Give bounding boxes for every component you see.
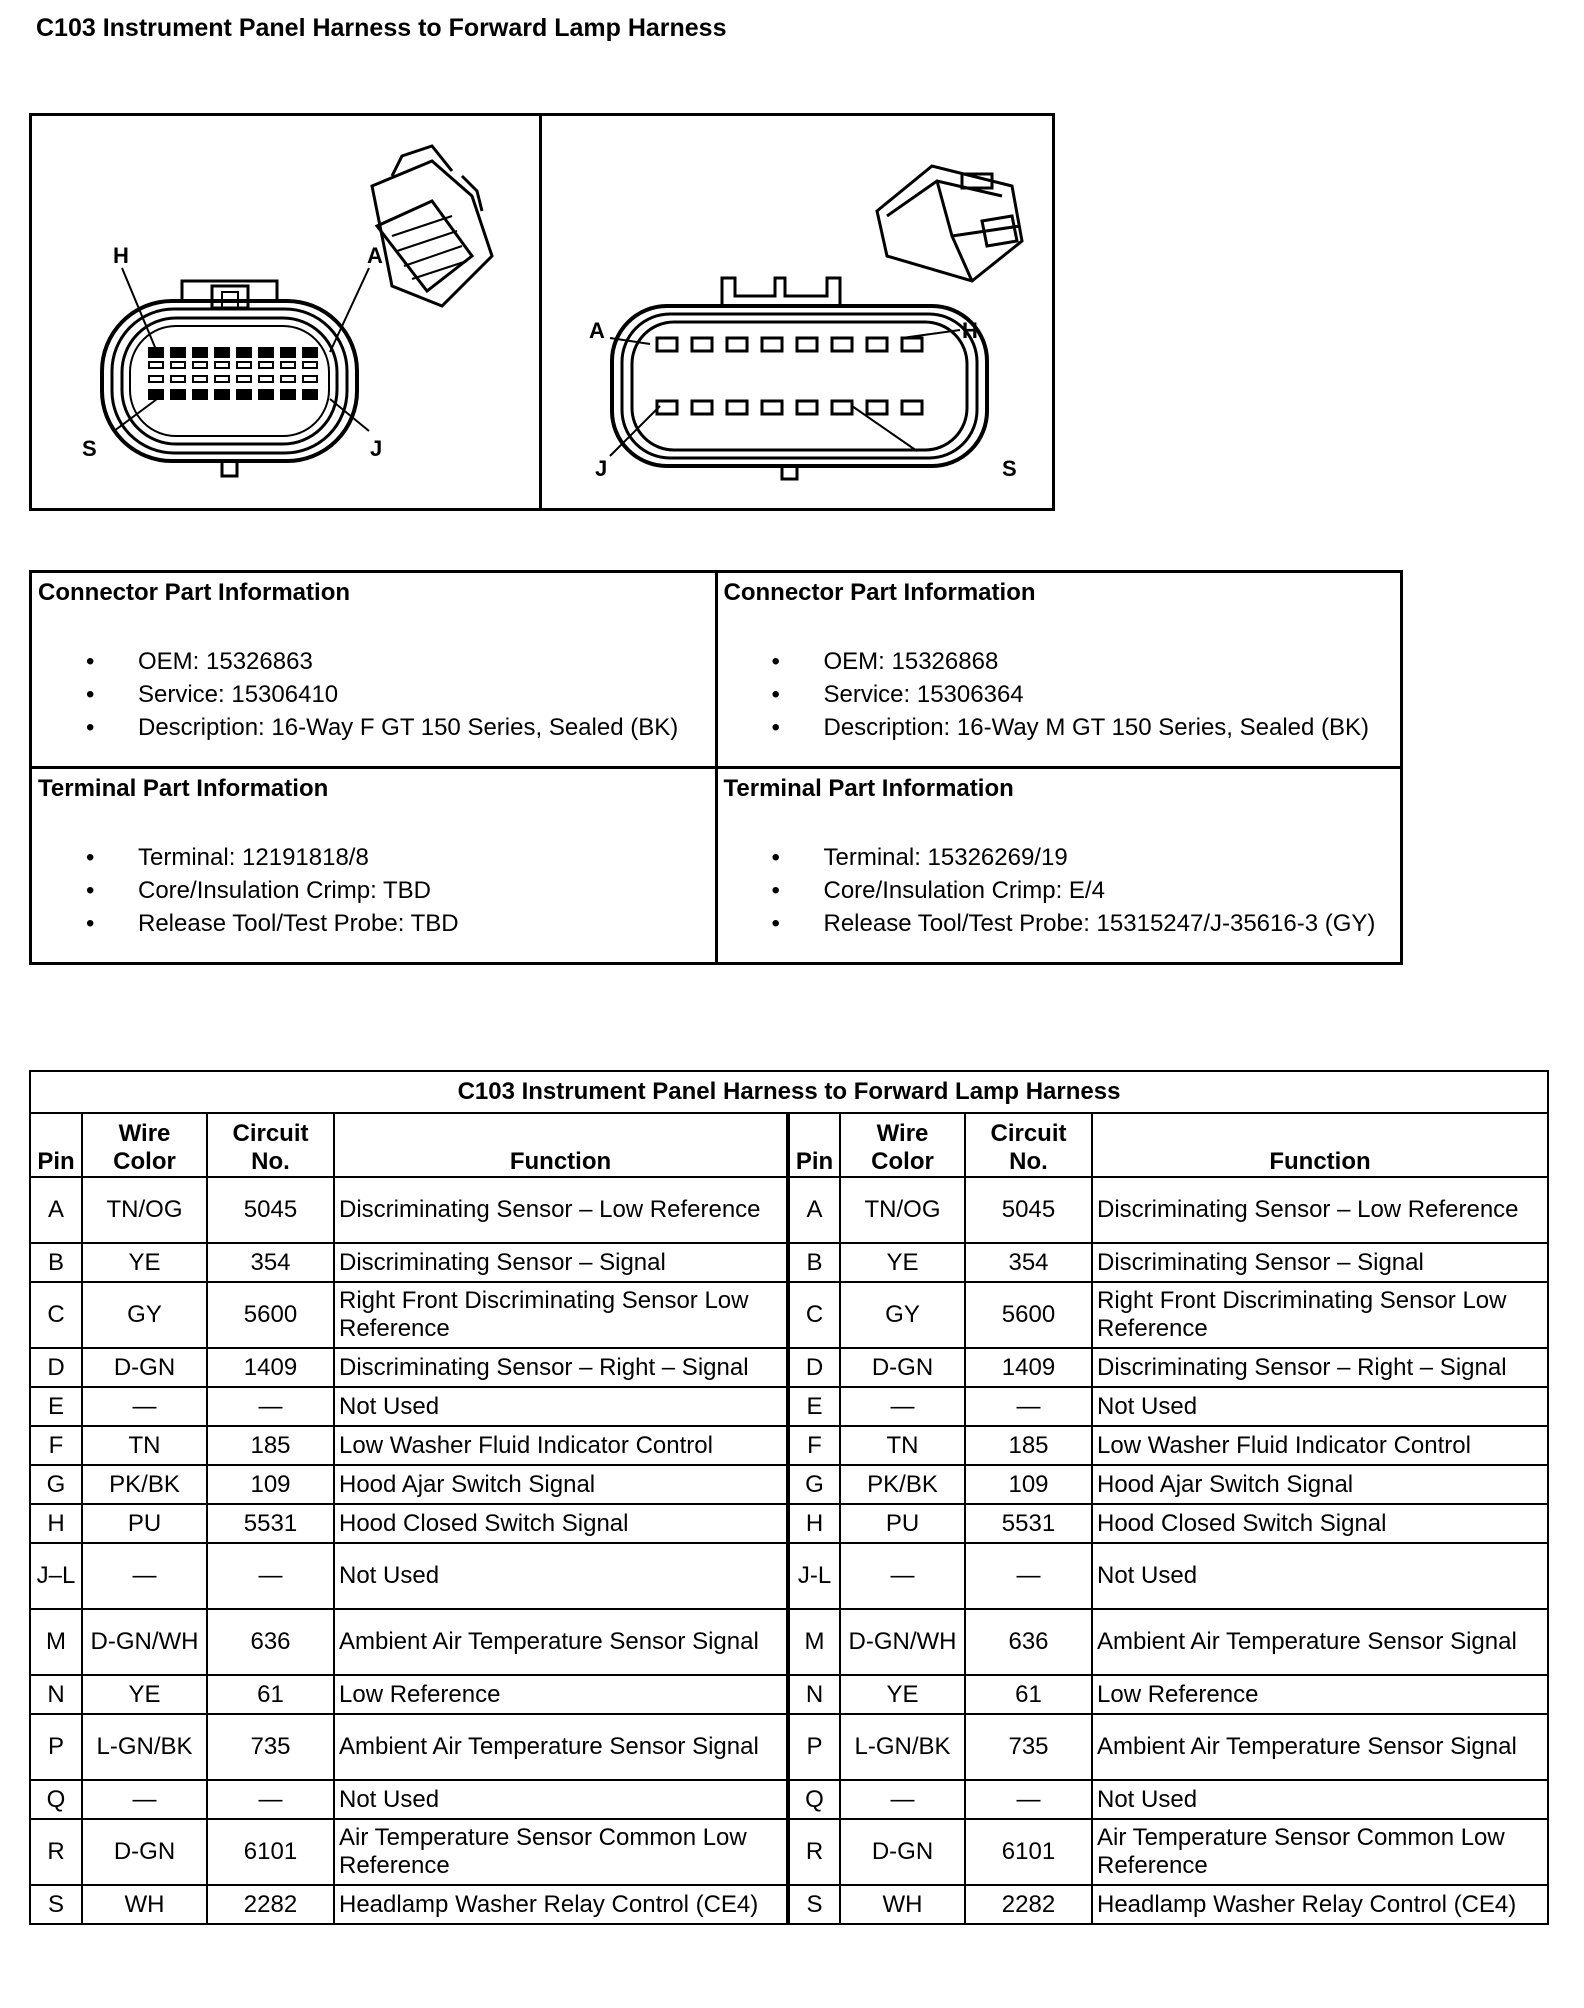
function-cell: Low Reference [1092, 1675, 1548, 1714]
table-row [30, 1714, 1548, 1780]
wire-color-cell: TN/OG [82, 1177, 207, 1243]
connector-info-heading: Connector Part Information [38, 579, 351, 606]
pin-cavity [149, 362, 163, 368]
table-row [30, 1675, 1548, 1714]
circuit-cell: 2282 [207, 1885, 334, 1924]
pin-cavity [657, 401, 677, 414]
pin-cavity [149, 376, 163, 382]
function-cell: Discriminating Sensor – Right – Signal [334, 1348, 788, 1387]
pin-cavity [692, 401, 712, 414]
table-row [30, 1282, 1548, 1348]
pin-cavity [303, 362, 317, 368]
female-label-h: H [113, 243, 129, 268]
pin-cavity [193, 362, 207, 368]
wire-color-cell: WH [82, 1885, 207, 1924]
wire-color-cell: TN [82, 1426, 207, 1465]
pin-cavity [215, 390, 229, 399]
circuit-cell: 61 [207, 1675, 334, 1714]
wire-color-cell: YE [82, 1243, 207, 1282]
circuit-cell: 6101 [207, 1819, 334, 1885]
pin-cell: A [788, 1177, 840, 1243]
pin-cavity [215, 376, 229, 382]
pin-cavity [237, 362, 251, 368]
pin-cell: H [30, 1504, 82, 1543]
pin-cell: B [30, 1243, 82, 1282]
header-wire-color: Wire Color [840, 1113, 965, 1177]
pin-cell: M [30, 1609, 82, 1675]
function-cell: Hood Closed Switch Signal [334, 1504, 788, 1543]
pin-cavity [762, 401, 782, 414]
circuit-cell: — [965, 1387, 1092, 1426]
connector-info-heading: Connector Part Information [723, 579, 1036, 606]
pin-cell: D [30, 1348, 82, 1387]
function-cell: Right Front Discriminating Sensor Low Reference [334, 1282, 788, 1348]
pin-cell: D [788, 1348, 840, 1387]
wire-color-cell: PK/BK [82, 1465, 207, 1504]
circuit-cell: 2282 [965, 1885, 1092, 1924]
list-item: • Terminal: 15326269/19 [724, 841, 1395, 874]
pin-cell: A [30, 1177, 82, 1243]
function-cell: Not Used [334, 1387, 788, 1426]
pin-cavity [303, 348, 317, 357]
pin-cell: S [30, 1885, 82, 1924]
wire-color-cell: PU [82, 1504, 207, 1543]
pin-cavity [259, 376, 273, 382]
circuit-cell: 5531 [965, 1504, 1092, 1543]
function-cell: Hood Closed Switch Signal [1092, 1504, 1548, 1543]
list-item: • Description: 16-Way F GT 150 Series, Sealed (BK) [38, 711, 709, 744]
connector-info-list [38, 645, 709, 744]
pin-cell: J-L [788, 1543, 840, 1609]
table-row [30, 1609, 1548, 1675]
pin-cavity [902, 338, 922, 351]
pin-cavity [832, 401, 852, 414]
pin-cavity [171, 362, 185, 368]
circuit-cell: — [965, 1543, 1092, 1609]
function-cell: Not Used [1092, 1780, 1548, 1819]
function-cell: Discriminating Sensor – Signal [334, 1243, 788, 1282]
list-item: • Release Tool/Test Probe: 15315247/J-35616-3 (GY) [724, 907, 1395, 940]
pin-cavity [193, 376, 207, 382]
header-wire-color: Wire Color [82, 1113, 207, 1177]
wire-color-cell: GY [82, 1282, 207, 1348]
table-row [30, 1885, 1548, 1924]
pin-cavity [237, 348, 251, 357]
circuit-cell: 636 [965, 1609, 1092, 1675]
pin-cavity [237, 390, 251, 399]
female-label-a: A [367, 243, 383, 268]
pin-cavity [215, 362, 229, 368]
table-row [30, 1348, 1548, 1387]
table-row [30, 1780, 1548, 1819]
wire-color-cell: D-GN/WH [840, 1609, 965, 1675]
pin-cell: P [788, 1714, 840, 1780]
header-circuit: Circuit No. [207, 1113, 334, 1177]
list-item: • Service: 15306364 [724, 678, 1395, 711]
list-item: • Core/Insulation Crimp: TBD [38, 874, 709, 907]
pin-cavity [149, 390, 163, 399]
page-title: C103 Instrument Panel Harness to Forward Lamp Harness [36, 14, 727, 42]
male-label-s: S [1002, 456, 1017, 481]
circuit-cell: 185 [965, 1426, 1092, 1465]
pin-cavity [727, 338, 747, 351]
function-cell: Discriminating Sensor – Right – Signal [1092, 1348, 1548, 1387]
list-item: • OEM: 15326863 [38, 645, 709, 678]
pin-cavity [171, 348, 185, 357]
table-row [30, 1243, 1548, 1282]
pin-cell: C [30, 1282, 82, 1348]
circuit-cell: 5045 [965, 1177, 1092, 1243]
circuit-cell: 61 [965, 1675, 1092, 1714]
male-label-h: H [962, 318, 978, 343]
circuit-cell: 5600 [207, 1282, 334, 1348]
female-label-j: J [370, 436, 383, 461]
wire-color-cell: D-GN [840, 1348, 965, 1387]
pin-cavity [193, 390, 207, 399]
circuit-cell: 185 [207, 1426, 334, 1465]
pin-cavity [867, 338, 887, 351]
connector-info-left [31, 572, 717, 768]
male-pin-grid [657, 338, 922, 414]
wire-color-cell: TN/OG [840, 1177, 965, 1243]
pin-cell: G [788, 1465, 840, 1504]
pin-cavity [259, 362, 273, 368]
terminal-info-right [716, 768, 1402, 964]
wire-color-cell: GY [840, 1282, 965, 1348]
table-row [30, 1465, 1548, 1504]
wire-color-cell: PK/BK [840, 1465, 965, 1504]
pin-cavity [902, 401, 922, 414]
pin-cavity [692, 338, 712, 351]
circuit-cell: 5531 [207, 1504, 334, 1543]
wire-color-cell: YE [840, 1675, 965, 1714]
pin-cavity [797, 401, 817, 414]
pin-cell: S [788, 1885, 840, 1924]
pin-cavity [171, 376, 185, 382]
circuit-cell: 1409 [207, 1348, 334, 1387]
function-cell: Ambient Air Temperature Sensor Signal [1092, 1609, 1548, 1675]
function-cell: Discriminating Sensor – Signal [1092, 1243, 1548, 1282]
function-cell: Hood Ajar Switch Signal [1092, 1465, 1548, 1504]
male-label-a: A [589, 318, 605, 343]
function-cell: Low Washer Fluid Indicator Control [1092, 1426, 1548, 1465]
wire-color-cell: D-GN [82, 1819, 207, 1885]
pin-cell: G [30, 1465, 82, 1504]
pin-cavity [657, 338, 677, 351]
circuit-cell: — [207, 1387, 334, 1426]
table-row [30, 1387, 1548, 1426]
pin-cavity [281, 362, 295, 368]
pin-cell: R [788, 1819, 840, 1885]
wire-color-cell: PU [840, 1504, 965, 1543]
male-connector-drawing [542, 116, 1052, 508]
female-connector-view [32, 116, 542, 508]
terminal-info-list [38, 841, 709, 940]
wire-color-cell: TN [840, 1426, 965, 1465]
wire-color-cell: L-GN/BK [82, 1714, 207, 1780]
wire-color-cell: — [82, 1780, 207, 1819]
pin-cell: P [30, 1714, 82, 1780]
circuit-cell: 5045 [207, 1177, 334, 1243]
pin-cell: C [788, 1282, 840, 1348]
circuit-cell: 109 [207, 1465, 334, 1504]
female-pin-grid [149, 348, 317, 399]
function-cell: Not Used [334, 1543, 788, 1609]
pin-cavity [303, 390, 317, 399]
header-pin: Pin [30, 1113, 82, 1177]
circuit-cell: 1409 [965, 1348, 1092, 1387]
pin-cell: E [788, 1387, 840, 1426]
wire-color-cell: D-GN [840, 1819, 965, 1885]
table-row [30, 1819, 1548, 1885]
pin-cavity [867, 401, 887, 414]
list-item: • Description: 16-Way M GT 150 Series, Sealed (BK) [724, 711, 1395, 744]
list-item: • Terminal: 12191818/8 [38, 841, 709, 874]
function-cell: Ambient Air Temperature Sensor Signal [1092, 1714, 1548, 1780]
pin-table-caption: C103 Instrument Panel Harness to Forward Lamp Harness [30, 1071, 1548, 1113]
function-cell: Not Used [1092, 1543, 1548, 1609]
pin-cavity [215, 348, 229, 357]
part-info-table [29, 570, 1403, 965]
wire-color-cell: — [840, 1387, 965, 1426]
list-item: • OEM: 15326868 [724, 645, 1395, 678]
pin-cavity [193, 348, 207, 357]
pin-cavity [259, 390, 273, 399]
function-cell: Discriminating Sensor – Low Reference [334, 1177, 788, 1243]
male-connector-3d-icon [877, 166, 1022, 281]
pin-cavity [171, 390, 185, 399]
wire-color-cell: YE [82, 1675, 207, 1714]
function-cell: Hood Ajar Switch Signal [334, 1465, 788, 1504]
terminal-info-heading: Terminal Part Information [38, 775, 329, 802]
function-cell: Headlamp Washer Relay Control (CE4) [1092, 1885, 1548, 1924]
wire-color-cell: — [82, 1387, 207, 1426]
male-connector-view [542, 116, 1052, 508]
pin-cavity [832, 338, 852, 351]
function-cell: Ambient Air Temperature Sensor Signal [334, 1609, 788, 1675]
terminal-info-left [31, 768, 717, 964]
connector-diagram [29, 113, 1055, 511]
circuit-cell: 735 [965, 1714, 1092, 1780]
function-cell: Low Reference [334, 1675, 788, 1714]
circuit-cell: — [207, 1780, 334, 1819]
wire-color-cell: — [840, 1780, 965, 1819]
pin-cell: J–L [30, 1543, 82, 1609]
pin-cell: E [30, 1387, 82, 1426]
function-cell: Not Used [334, 1780, 788, 1819]
circuit-cell: 109 [965, 1465, 1092, 1504]
leader-line-H [122, 268, 157, 352]
function-cell: Air Temperature Sensor Common Low Reference [334, 1819, 788, 1885]
pin-cavity [281, 376, 295, 382]
list-item: • Core/Insulation Crimp: E/4 [724, 874, 1395, 907]
table-row [30, 1504, 1548, 1543]
female-connector-3d-icon [372, 146, 492, 306]
pin-cell: R [30, 1819, 82, 1885]
function-cell: Low Washer Fluid Indicator Control [334, 1426, 788, 1465]
pin-cell: F [30, 1426, 82, 1465]
header-function: Function [1092, 1113, 1548, 1177]
pin-cell: F [788, 1426, 840, 1465]
table-row [30, 1177, 1548, 1243]
circuit-cell: 6101 [965, 1819, 1092, 1885]
function-cell: Ambient Air Temperature Sensor Signal [334, 1714, 788, 1780]
function-cell: Not Used [1092, 1387, 1548, 1426]
connector-info-right [716, 572, 1402, 768]
pin-table-body [30, 1177, 1548, 1924]
wire-color-cell: D-GN/WH [82, 1609, 207, 1675]
pin-cell: B [788, 1243, 840, 1282]
header-circuit: Circuit No. [965, 1113, 1092, 1177]
circuit-cell: 636 [207, 1609, 334, 1675]
circuit-cell: 354 [965, 1243, 1092, 1282]
function-cell: Discriminating Sensor – Low Reference [1092, 1177, 1548, 1243]
function-cell: Right Front Discriminating Sensor Low Reference [1092, 1282, 1548, 1348]
pin-cell: Q [788, 1780, 840, 1819]
pin-cavity [303, 376, 317, 382]
circuit-cell: 5600 [965, 1282, 1092, 1348]
pin-cell: Q [30, 1780, 82, 1819]
function-cell: Headlamp Washer Relay Control (CE4) [334, 1885, 788, 1924]
female-connector-drawing [32, 116, 542, 508]
pin-cavity [281, 390, 295, 399]
pin-cell: M [788, 1609, 840, 1675]
connector-info-list [724, 645, 1395, 744]
leader-line-H [902, 330, 960, 338]
pin-cavity [259, 348, 273, 357]
circuit-cell: 735 [207, 1714, 334, 1780]
list-item: • Service: 15306410 [38, 678, 709, 711]
wire-color-cell: WH [840, 1885, 965, 1924]
pin-cavity [762, 338, 782, 351]
pin-cell: N [788, 1675, 840, 1714]
header-pin: Pin [788, 1113, 840, 1177]
list-item: • Release Tool/Test Probe: TBD [38, 907, 709, 940]
pin-assignment-table [29, 1070, 1549, 1925]
circuit-cell: — [207, 1543, 334, 1609]
female-label-s: S [82, 436, 97, 461]
header-function: Function [334, 1113, 788, 1177]
wire-color-cell: — [82, 1543, 207, 1609]
terminal-info-list [724, 841, 1395, 940]
pin-cell: H [788, 1504, 840, 1543]
circuit-cell: 354 [207, 1243, 334, 1282]
terminal-info-heading: Terminal Part Information [723, 775, 1014, 802]
pin-cavity [797, 338, 817, 351]
function-cell: Air Temperature Sensor Common Low Reference [1092, 1819, 1548, 1885]
wire-color-cell: L-GN/BK [840, 1714, 965, 1780]
pin-cavity [237, 376, 251, 382]
wire-color-cell: — [840, 1543, 965, 1609]
table-row [30, 1543, 1548, 1609]
pin-cell: N [30, 1675, 82, 1714]
circuit-cell: — [965, 1780, 1092, 1819]
wire-color-cell: D-GN [82, 1348, 207, 1387]
table-row [30, 1426, 1548, 1465]
wire-color-cell: YE [840, 1243, 965, 1282]
pin-cavity [281, 348, 295, 357]
male-label-j: J [595, 456, 608, 481]
pin-cavity [727, 401, 747, 414]
